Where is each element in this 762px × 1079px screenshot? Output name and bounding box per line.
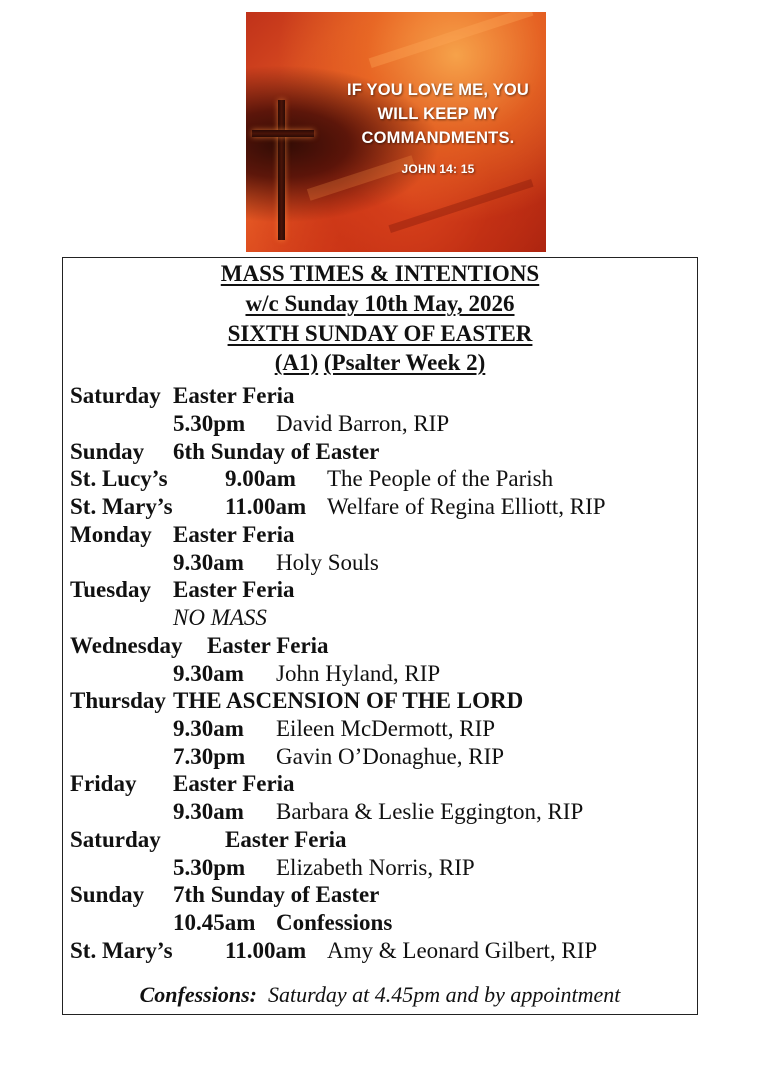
- banner-verse: [338, 78, 538, 176]
- feast-label: Easter Feria: [225, 827, 347, 852]
- feast-label: Easter Feria: [173, 383, 295, 408]
- verse-line: COMMANDMENTS.: [361, 129, 515, 147]
- mass-time: 9.30am: [173, 550, 244, 575]
- notice-title: MASS TIMES & INTENTIONS: [220, 261, 540, 286]
- verse-line: WILL KEEP MY: [377, 105, 499, 123]
- day-label: Monday: [70, 522, 152, 547]
- mass-time: 9.30am: [173, 661, 244, 686]
- verse-reference: JOHN 14: 15: [401, 162, 475, 176]
- mass-intention: Elizabeth Norris, RIP: [276, 855, 475, 880]
- feast-label: Easter Feria: [173, 522, 295, 547]
- mass-intention: John Hyland, RIP: [276, 661, 441, 686]
- feast-label: Easter Feria: [207, 633, 329, 658]
- mass-time: 10.45am: [173, 910, 256, 935]
- day-label: Saturday: [70, 383, 161, 408]
- mass-intention: Barbara & Leslie Eggington, RIP: [276, 799, 584, 824]
- church-label: St. Lucy’s: [70, 466, 168, 491]
- day-label: Sunday: [70, 439, 145, 464]
- mass-time: 9.30am: [173, 799, 244, 824]
- mass-intention: The People of the Parish: [327, 466, 554, 491]
- mass-times-notice: [62, 257, 698, 1015]
- mass-time: 11.00am: [225, 494, 307, 519]
- confessions-note-label: Confessions:: [139, 982, 257, 1007]
- mass-time: 9.30am: [173, 716, 244, 741]
- day-label: Thursday: [70, 688, 166, 713]
- feast-label: 6th Sunday of Easter: [173, 439, 380, 464]
- no-mass-note: NO MASS: [173, 605, 267, 630]
- day-label: Saturday: [70, 827, 161, 852]
- day-label: Friday: [70, 771, 137, 796]
- feast-label: THE ASCENSION OF THE LORD: [173, 688, 524, 713]
- mass-time: 5.30pm: [173, 411, 246, 436]
- mass-time: 5.30pm: [173, 855, 246, 880]
- mass-intention: Amy & Leonard Gilbert, RIP: [327, 938, 598, 963]
- verse-line: IF YOU LOVE ME, YOU: [347, 81, 529, 99]
- day-label: Sunday: [70, 882, 145, 907]
- feast-label: Easter Feria: [173, 771, 295, 796]
- feast-title: SIXTH SUNDAY OF EASTER: [227, 321, 533, 346]
- church-label: St. Mary’s: [70, 494, 173, 519]
- feast-label: Easter Feria: [173, 577, 295, 602]
- mass-intention: David Barron, RIP: [276, 411, 450, 436]
- mass-time: 9.00am: [225, 466, 296, 491]
- cross-icon: [278, 100, 285, 240]
- confessions-note-text: Saturday at 4.45pm and by appointment: [267, 982, 621, 1007]
- mass-intention: Holy Souls: [276, 550, 379, 575]
- day-label: Wednesday: [70, 633, 183, 658]
- confessions-note: [63, 982, 697, 1008]
- confessions-label: Confessions: [276, 910, 393, 935]
- scripture-banner-image: [246, 12, 546, 252]
- week-commencing: w/c Sunday 10th May, 2026: [245, 291, 515, 316]
- mass-time: 7.30pm: [173, 744, 246, 769]
- feast-label: 7th Sunday of Easter: [173, 882, 380, 907]
- mass-intention: Welfare of Regina Elliott, RIP: [327, 494, 606, 519]
- mass-time: 11.00am: [225, 938, 307, 963]
- day-label: Tuesday: [70, 577, 151, 602]
- cross-icon-bar: [252, 130, 314, 137]
- mass-intention: Gavin O’Donaghue, RIP: [276, 744, 505, 769]
- mass-intention: Eileen McDermott, RIP: [276, 716, 496, 741]
- church-label: St. Mary’s: [70, 938, 173, 963]
- liturgical-cycle: (A1) (Psalter Week 2): [274, 350, 486, 375]
